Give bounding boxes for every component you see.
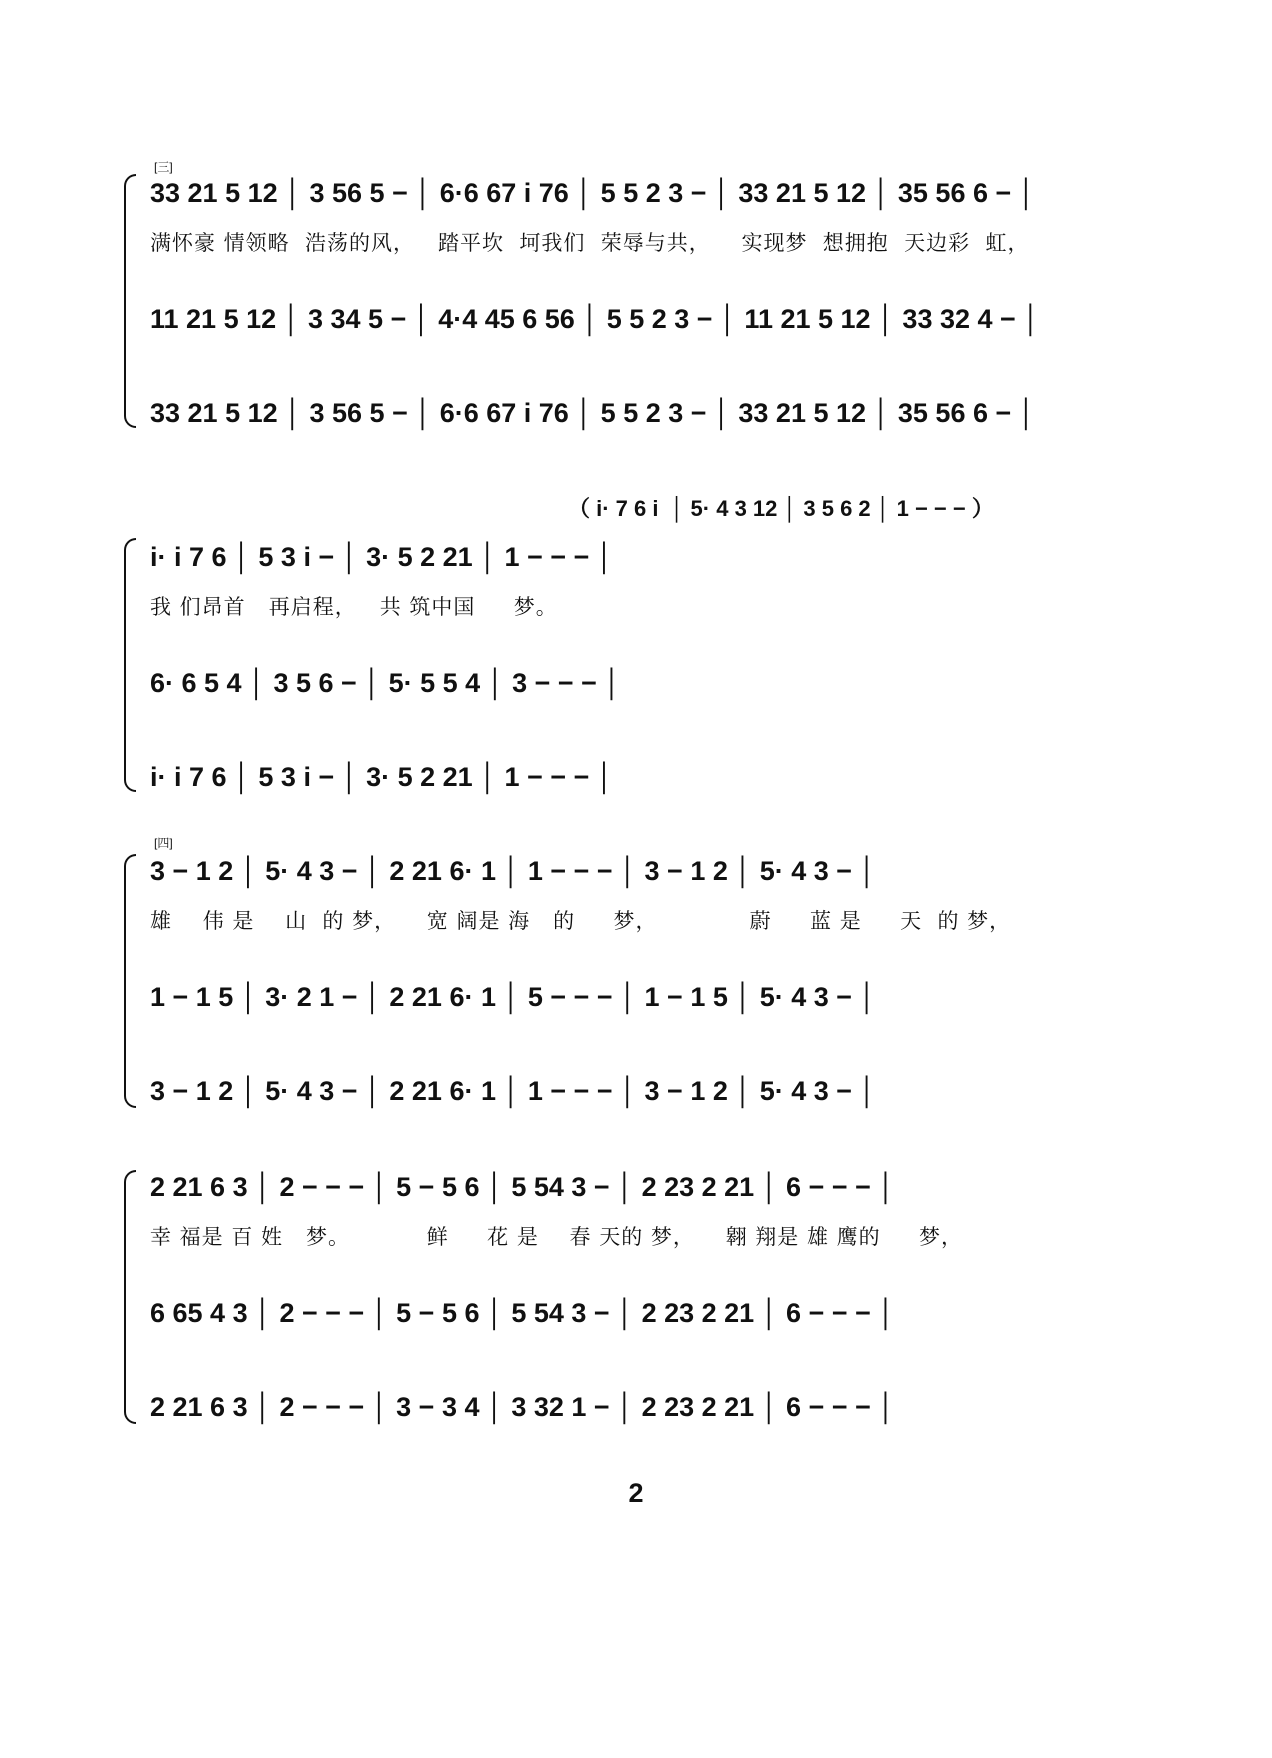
lyric-line: 我 们昂首 再启程， 共 筑中国 梦。 — [150, 595, 558, 619]
bass-line: 33 21 5 12 │ 3 56 5 − │ 6·6 67 i 76 │ 5 5 2 3 − │ 33 21 5 12 │ 35 56 6 − │ — [150, 398, 1036, 428]
alto-line: 6· 6 5 4 │ 3 5 6 − │ 5· 5 5 4 │ 3 − − − │ — [150, 668, 622, 698]
bass-line: 3 − 1 2 │ 5· 4 3 − │ 2 21 6· 1 │ 1 − − − │ 3 − 1 2 │ 5· 4 3 − │ — [150, 1076, 877, 1106]
melody-line: 33 21 5 12 │ 3 56 5 − │ 6·6 67 i 76 │ 5 5 2 3 − │ 33 21 5 12 │ 35 56 6 − │ — [150, 178, 1036, 208]
lyric-line: 满怀豪 情领略 浩荡的风， 踏平坎 坷我们 荣辱与共， 实现梦 想拥抱 天边彩 虹， — [150, 231, 1030, 255]
lyric-line: 幸 福是 百 姓 梦。 鲜 花 是 春 天的 梦， 翱 翔是 雄 鹰的 梦， — [150, 1225, 964, 1249]
section-mark: [三] — [154, 160, 173, 174]
system-brace — [124, 854, 136, 1108]
section-mark: [四] — [154, 836, 173, 850]
bass-line: 2 21 6 3 │ 2 − − − │ 3 − 3 4 │ 3 32 1 − │ 2 23 2 21 │ 6 − − − │ — [150, 1392, 896, 1422]
system-brace — [124, 174, 136, 428]
bass-line: i· i 7 6 │ 5 3 i − │ 3· 5 2 21 │ 1 − − − │ — [150, 762, 614, 792]
lyric-line: 雄 伟 是 山 的 梦， 宽 阔是 海 的 梦， 蔚 蓝 是 天 的 梦， — [150, 909, 1012, 933]
alto-line: 1 − 1 5 │ 3· 2 1 − │ 2 21 6· 1 │ 5 − − − │ 1 − 1 5 │ 5· 4 3 − │ — [150, 982, 877, 1012]
melody-line: 2 21 6 3 │ 2 − − − │ 5 − 5 6 │ 5 54 3 − │ 2 23 2 21 │ 6 − − − │ — [150, 1172, 896, 1202]
alto-line: 11 21 5 12 │ 3 34 5 − │ 4·4 45 6 56 │ 5 5 2 3 − │ 11 21 5 12 │ 33 32 4 − │ — [150, 304, 1041, 334]
system-brace — [124, 538, 136, 792]
intro-phrase: （ i· 7 6 i │ 5· 4 3 12 │ 3 5 6 2 │ 1 − − − ） — [568, 496, 994, 521]
system-brace — [124, 1170, 136, 1424]
page-number: 2 — [628, 1478, 644, 1508]
melody-line: i· i 7 6 │ 5 3 i − │ 3· 5 2 21 │ 1 − − − │ — [150, 542, 614, 572]
alto-line: 6 65 4 3 │ 2 − − − │ 5 − 5 6 │ 5 54 3 − │ 2 23 2 21 │ 6 − − − │ — [150, 1298, 896, 1328]
melody-line: 3 − 1 2 │ 5· 4 3 − │ 2 21 6· 1 │ 1 − − − │ 3 − 1 2 │ 5· 4 3 − │ — [150, 856, 877, 886]
